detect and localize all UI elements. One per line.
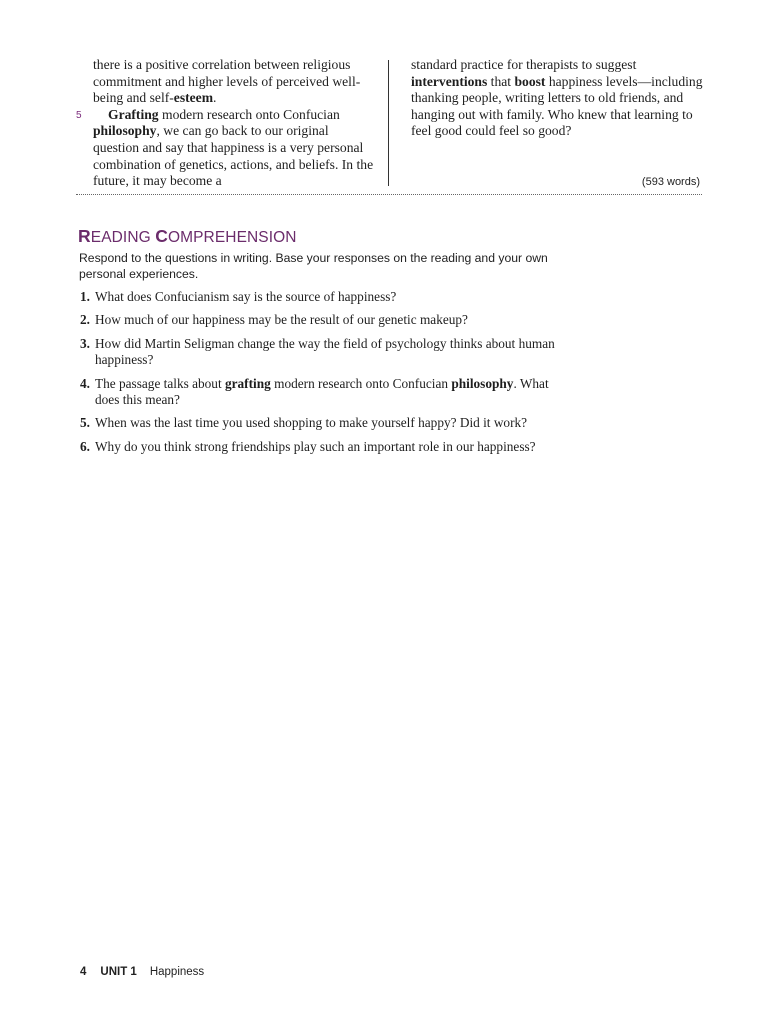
page-footer <box>80 966 204 978</box>
question-item <box>79 439 574 455</box>
unit-label: UNIT 1 <box>100 966 137 978</box>
question-text: How much of our happiness may be the result of our genetic makeup? <box>95 312 468 328</box>
paragraph-5 <box>93 107 378 190</box>
vocab-grafting: grafting <box>224 375 271 391</box>
section-heading <box>78 226 297 247</box>
heading-text: EADING <box>90 229 156 246</box>
paragraph-4-end <box>93 57 378 107</box>
paragraph-text: that <box>487 73 515 89</box>
column-divider <box>388 60 389 186</box>
paragraph-text: standard practice for therapists to suggest <box>411 57 637 72</box>
paragraph-text: . <box>213 90 217 106</box>
question-number: 4. <box>80 375 90 391</box>
question-number: 2. <box>80 312 90 328</box>
vocab-interventions: interventions <box>411 73 488 89</box>
heading-text: OMPREHENSION <box>167 229 297 246</box>
question-item <box>79 415 574 431</box>
question-number: 6. <box>80 438 90 454</box>
unit-title: Happiness <box>149 966 205 978</box>
paragraph-text: , we can go back to our original question and say that happiness is a very personal combination of genetics, actions, and beliefs. In the future, it may become a <box>93 123 374 189</box>
question-number: 1. <box>80 289 90 304</box>
question-text: When was the last time you used shopping to make yourself happy? Did it work? <box>95 415 528 431</box>
heading-initial: R <box>78 226 91 246</box>
paragraph-5-continued <box>411 57 711 140</box>
paragraph-number: 5 <box>76 110 82 121</box>
vocab-philosophy: philosophy <box>451 375 514 391</box>
question-text: . What does this mean? <box>95 375 549 408</box>
question-item <box>79 336 574 369</box>
paragraph-text: modern research onto Confucian <box>158 106 340 122</box>
heading-initial: C <box>155 226 168 246</box>
word-count: (593 words) <box>641 176 700 188</box>
question-text: What does Confucianism say is the source of happiness? <box>95 289 397 304</box>
vocab-grafting: Grafting <box>108 106 159 122</box>
vocab-philosophy: philosophy <box>93 123 157 139</box>
paragraph-text: happiness levels—including thanking people, writing letters to old friends, and hanging out with family. Who knew that learning to feel good could feel so good? <box>411 73 703 139</box>
page-number: 4 <box>80 966 87 978</box>
question-text: How did Martin Seligman change the way the field of psychology thinks about human happiness? <box>95 335 555 368</box>
question-item <box>79 312 574 328</box>
question-item <box>79 376 574 409</box>
vocab-esteem: esteem <box>173 90 214 106</box>
reading-left-column <box>93 57 378 190</box>
question-item <box>79 289 574 305</box>
reading-right-column <box>411 57 711 140</box>
paragraph-text: there is a positive correlation between religious commitment and higher levels of perceived well-being and self- <box>93 57 361 106</box>
question-number: 3. <box>80 335 90 351</box>
question-text: The passage talks about <box>95 375 225 391</box>
question-number: 5. <box>80 415 90 431</box>
instructions: Respond to the questions in writing. Base your responses on the reading and your own personal experiences. <box>79 251 548 281</box>
question-list <box>79 289 574 462</box>
question-text: modern research onto Confucian <box>270 375 452 391</box>
vocab-boost: boost <box>514 73 546 89</box>
question-text: Why do you think strong friendships play such an important role in our happiness? <box>95 438 536 454</box>
dotted-divider <box>76 194 702 195</box>
